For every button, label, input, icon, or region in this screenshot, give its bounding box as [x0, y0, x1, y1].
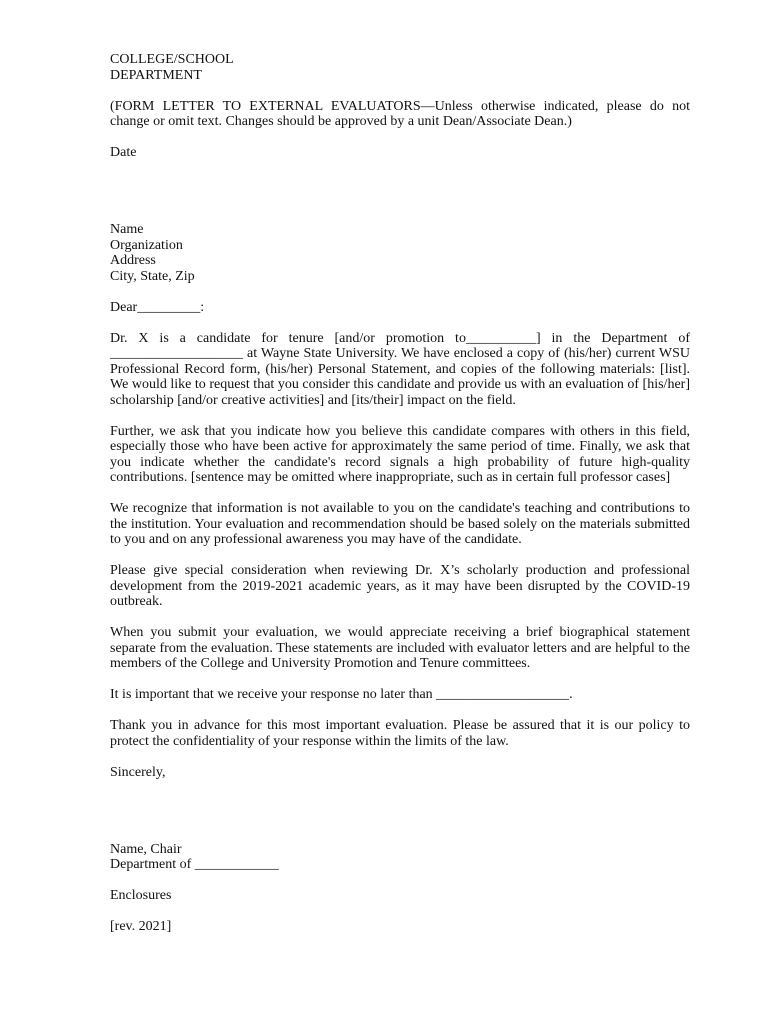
signature-block: [110, 842, 690, 873]
department-heading: DEPARTMENT: [110, 67, 202, 83]
signature-department: Department of ____________: [110, 857, 279, 872]
recipient-address-block: [110, 222, 690, 284]
paragraph-confidentiality: Thank you in advance for this most important evaluation. Please be assured that it is our policy to protect the confidentiality of your response within the limits of the law.: [110, 718, 690, 749]
signature-spacer: [110, 796, 690, 842]
letter-header: [110, 52, 690, 83]
letter-page: [110, 52, 690, 950]
recipient-name: Name: [110, 222, 144, 237]
recipient-organization: Organization: [110, 237, 183, 253]
closing: Sincerely,: [110, 764, 166, 780]
paragraph-biographical-statement: When you submit your evaluation, we would appreciate receiving a brief biographical statement separate from the evaluation. These statements are included with evaluator letters and are helpful to the members of the College and University Promotion and Tenure committees.: [110, 625, 690, 671]
college-heading: COLLEGE/SCHOOL: [110, 52, 234, 67]
paragraph-candidate-request: Dr. X is a candidate for tenure [and/or promotion to__________] in the Department of ___________________ at Wayne State University. We have enclosed a copy of (his/her) current WSU Professional Record form, (his/her) Personal Statement, and copies of the following materials: [list]. We would like to request that you consider this candidate and provide us with an evaluation of [his/her] scholarship [and/or creative activities] and [its/their] impact on the field.: [110, 330, 690, 408]
salutation: Dear_________:: [110, 299, 205, 315]
enclosures-label: Enclosures: [110, 888, 172, 903]
paragraph-covid-consideration: Please give special consideration when reviewing Dr. X’s scholarly production and professional development from the 2019-2021 academic years, as it may have been disrupted by the COVID-19 outbreak.: [110, 563, 690, 609]
paragraph-deadline: It is important that we receive your response no later than ___________________.: [110, 687, 573, 702]
date-spacer: [110, 176, 690, 222]
recipient-city-state-zip: City, State, Zip: [110, 268, 195, 284]
paragraph-comparison: Further, we ask that you indicate how you believe this candidate compares with others in this field, especially those who have been active for approximately the same period of time. Finally, we ask that you indicate whether the candidate's record signals a high probability of future high-quality contributions. [sentence may be omitted where inappropriate, such as in certain full professor cases]: [110, 423, 690, 485]
revision-label: [rev. 2021]: [110, 919, 172, 934]
paragraph-teaching-note: We recognize that information is not available to you on the candidate's teaching and contributions to the institution. Your evaluation and recommendation should be based solely on the materials submitted to you and on any professional awareness you may have of the candidate.: [110, 501, 690, 547]
recipient-address: Address: [110, 253, 156, 268]
form-instructions-note: (FORM LETTER TO EXTERNAL EVALUATORS—Unless otherwise indicated, please do not change or omit text. Changes should be approved by a unit Dean/Associate Dean.): [110, 98, 690, 129]
signature-name-chair: Name, Chair: [110, 841, 182, 857]
date-line: Date: [110, 145, 137, 160]
